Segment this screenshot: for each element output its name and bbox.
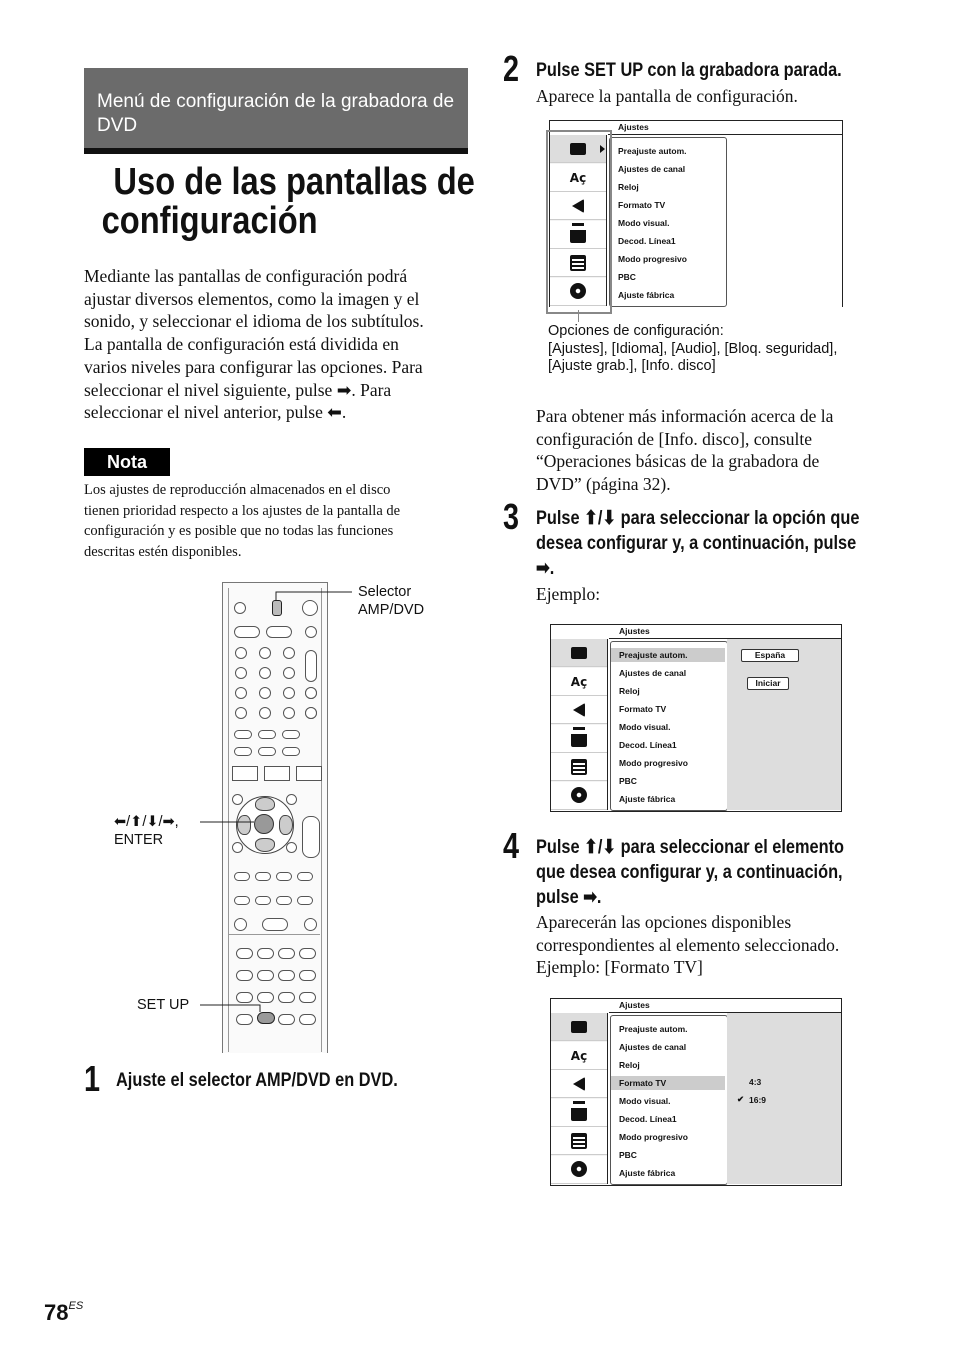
step4-sub-line: correspondientes al elemento seleccionado. bbox=[536, 934, 840, 955]
nota-line: tienen prioridad respecto a los ajustes de la pantalla de bbox=[84, 502, 401, 519]
step2-sub: Aparece la pantalla de configuración. bbox=[536, 86, 798, 106]
menu-item[interactable]: PBC bbox=[618, 272, 636, 282]
disc-icon[interactable] bbox=[551, 1156, 607, 1184]
step4-sub bbox=[536, 911, 839, 979]
menu-item[interactable]: PBC bbox=[619, 776, 637, 786]
info-paragraph bbox=[536, 405, 833, 496]
intro-line: seleccionar el nivel siguiente, pulse ➡. Para bbox=[84, 379, 392, 400]
options-caption-line: [Ajuste grab.], [Info. disco] bbox=[548, 358, 716, 374]
menu-item[interactable]: Reloj bbox=[618, 182, 639, 192]
menu-item[interactable]: Ajuste fábrica bbox=[619, 1168, 676, 1178]
intro-line: ajustar diversos elementos, como la imagen y el bbox=[84, 288, 420, 309]
nota-line: descritas estén disponibles. bbox=[84, 544, 242, 561]
menu-tab-label[interactable]: Ajustes bbox=[618, 122, 649, 132]
step2-text: Pulse SET UP con la grabadora parada. bbox=[536, 60, 842, 81]
toolbox-icon[interactable] bbox=[551, 639, 607, 667]
lock-icon[interactable] bbox=[551, 1099, 607, 1127]
menu-item[interactable]: Reloj bbox=[619, 686, 640, 696]
selector-label-line: AMP/DVD bbox=[358, 601, 425, 618]
menu-item[interactable]: Decod. Línea1 bbox=[618, 236, 676, 246]
menu-item[interactable]: Preajuste autom. bbox=[619, 1024, 688, 1034]
menu-tab-label[interactable]: Ajustes bbox=[619, 1000, 650, 1010]
section-title: Menú de configuración de la grabadora de DVD bbox=[97, 91, 455, 136]
intro-line: sonido, y seleccionar el idioma de los subtítulos. bbox=[84, 311, 424, 332]
step4-sub-line: Aparecerán las opciones disponibles bbox=[536, 912, 792, 932]
page-number bbox=[44, 1300, 83, 1326]
step4-line3: pulse ➡. bbox=[536, 887, 602, 908]
options-highlight-frame bbox=[546, 130, 612, 314]
step4-sub-line: Ejemplo: [Formato TV] bbox=[536, 957, 703, 978]
page-title-line1: Uso de las pantallas de bbox=[113, 161, 475, 203]
speaker-icon[interactable] bbox=[551, 1070, 607, 1098]
language-icon[interactable]: Aç bbox=[550, 164, 606, 192]
menu-item[interactable]: Reloj bbox=[619, 1060, 640, 1070]
setup-label: SET UP bbox=[137, 997, 190, 1013]
selector-label bbox=[358, 584, 424, 619]
nota-label: Nota bbox=[84, 448, 170, 476]
step2-number: 2 bbox=[503, 48, 520, 89]
menu-item[interactable]: Ajustes de canal bbox=[619, 668, 687, 678]
language-icon[interactable]: Aç bbox=[551, 668, 607, 696]
menu-item[interactable]: Modo progresivo bbox=[619, 758, 688, 768]
step4-number: 4 bbox=[503, 825, 520, 866]
menu-item[interactable]: Modo progresivo bbox=[619, 1132, 688, 1142]
menu-item[interactable]: Ajustes de canal bbox=[618, 164, 686, 174]
language-icon[interactable]: Aç bbox=[551, 1042, 607, 1070]
step4-line1: Pulse ⬆/⬇ para seleccionar el elemento bbox=[536, 837, 845, 858]
tab-rule bbox=[608, 134, 842, 135]
menu-item[interactable]: Modo visual. bbox=[618, 218, 670, 228]
enter-label: ENTER bbox=[114, 831, 164, 848]
nota-line: Los ajustes de reproducción almacenados en el disco bbox=[84, 482, 391, 498]
aspect-option[interactable]: 16:9 bbox=[749, 1095, 767, 1105]
info-line: Para obtener más información acerca de la bbox=[536, 406, 834, 426]
film-icon[interactable] bbox=[551, 753, 607, 781]
options-caption-line: [Ajustes], [Idioma], [Audio], [Bloq. seguridad], bbox=[548, 340, 838, 357]
step3-line2: desea configurar y, a continuación, pulse bbox=[536, 533, 857, 554]
menu-item[interactable]: Modo visual. bbox=[619, 722, 671, 732]
page-title-line2: configuración bbox=[101, 200, 318, 242]
arrows-enter-label bbox=[114, 814, 179, 849]
menu-item[interactable]: Ajuste fábrica bbox=[619, 794, 676, 804]
selector-label-line: Selector bbox=[358, 584, 412, 600]
info-line: configuración de [Info. disco], consulte bbox=[536, 428, 813, 449]
step1-number: 1 bbox=[84, 1058, 101, 1099]
menu-item[interactable]: Ajuste fábrica bbox=[618, 290, 675, 300]
step3-sub: Ejemplo: bbox=[536, 584, 601, 604]
menu-item[interactable]: Modo visual. bbox=[619, 1096, 671, 1106]
disc-icon[interactable] bbox=[551, 782, 607, 810]
step3-line1: Pulse ⬆/⬇ para seleccionar la opción que bbox=[536, 508, 860, 529]
intro-line: seleccionar el nivel anterior, pulse ⬅. bbox=[84, 402, 347, 423]
region-option[interactable]: España bbox=[741, 649, 799, 662]
menu-item[interactable]: Formato TV bbox=[619, 704, 667, 714]
speaker-icon[interactable] bbox=[551, 696, 607, 724]
menu-item[interactable]: Formato TV bbox=[618, 200, 666, 210]
nota-line: configuración y es posible que no todas las funciones bbox=[84, 523, 394, 540]
arrows-label: ⬅/⬆/⬇/➡, bbox=[114, 814, 179, 830]
setup-screen-3 bbox=[550, 998, 842, 1186]
page-number-value: 78 bbox=[44, 1300, 69, 1325]
toolbox-icon[interactable] bbox=[551, 1013, 607, 1041]
step1-text: Ajuste el selector AMP/DVD en DVD. bbox=[116, 1070, 398, 1091]
menu-item[interactable]: Formato TV bbox=[619, 1078, 667, 1088]
page-number-suffix: ES bbox=[68, 1300, 84, 1312]
options-caption bbox=[548, 323, 837, 376]
start-button[interactable]: Iniciar bbox=[747, 677, 789, 690]
step3-line3: ➡. bbox=[536, 558, 555, 579]
info-line: DVD” (página 32). bbox=[536, 474, 671, 495]
menu-item[interactable]: Decod. Línea1 bbox=[619, 740, 677, 750]
options-leader-line bbox=[578, 310, 579, 322]
menu-item[interactable]: Ajustes de canal bbox=[619, 1042, 687, 1052]
menu-item[interactable]: Preajuste autom. bbox=[618, 146, 687, 156]
intro-line: Mediante las pantallas de configuración podrá bbox=[84, 266, 408, 286]
setup-screen-2 bbox=[550, 624, 842, 812]
step3-number: 3 bbox=[503, 496, 520, 537]
info-line: “Operaciones básicas de la grabadora de bbox=[536, 451, 820, 472]
menu-item[interactable]: Modo progresivo bbox=[618, 254, 687, 264]
film-icon[interactable] bbox=[551, 1127, 607, 1155]
lock-icon[interactable] bbox=[551, 725, 607, 753]
menu-tab-label[interactable]: Ajustes bbox=[619, 626, 650, 636]
intro-line: La pantalla de configuración está dividida en bbox=[84, 334, 399, 355]
options-caption-line: Opciones de configuración: bbox=[548, 323, 724, 339]
step4-line2: que desea configurar y, a continuación, bbox=[536, 862, 843, 883]
intro-line: varios niveles para configurar las opciones. Para bbox=[84, 356, 423, 377]
aspect-option[interactable]: 4:3 bbox=[749, 1077, 762, 1087]
options-panel bbox=[727, 639, 841, 810]
menu-item[interactable]: Preajuste autom. bbox=[619, 650, 688, 660]
menu-item[interactable]: PBC bbox=[619, 1150, 637, 1160]
menu-item[interactable]: Decod. Línea1 bbox=[619, 1114, 677, 1124]
check-icon: ✔ bbox=[737, 1094, 745, 1104]
